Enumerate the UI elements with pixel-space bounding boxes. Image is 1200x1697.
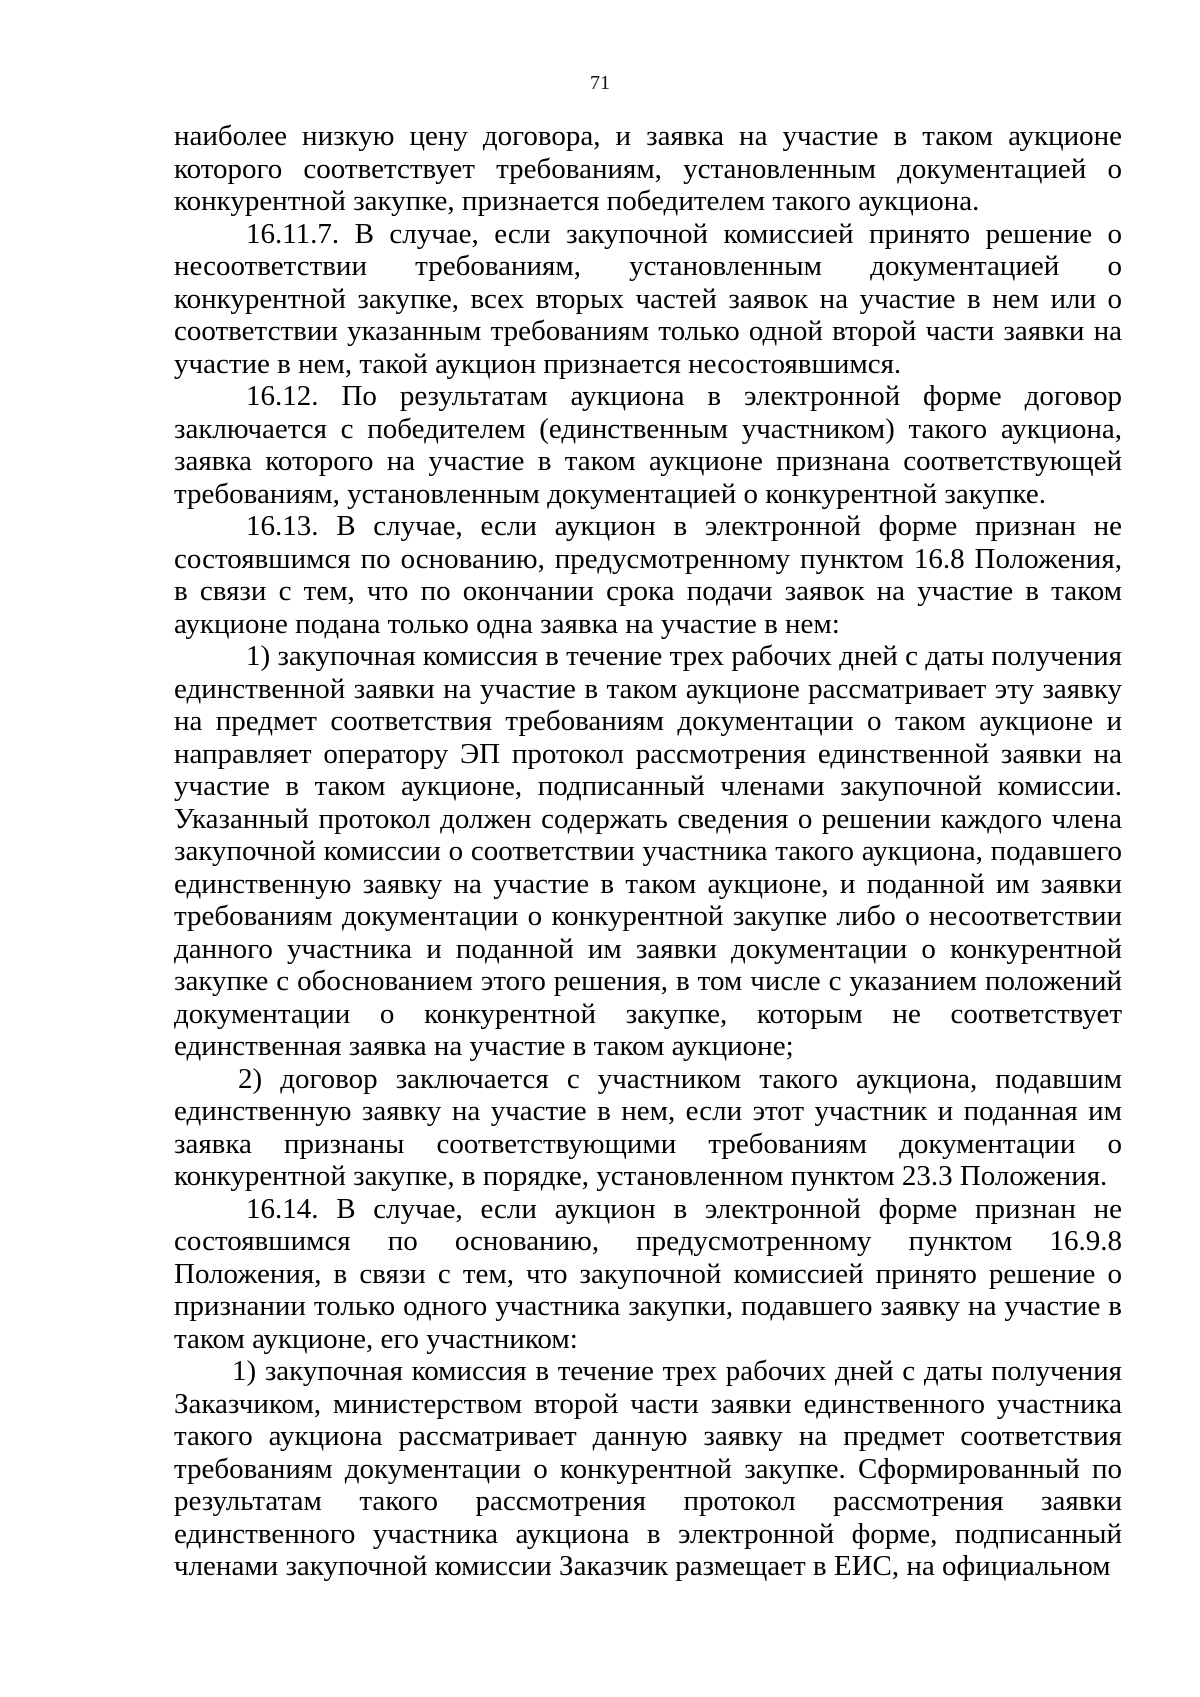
paragraph-16-11-7: 16.11.7. В случае, если закупочной комиссией принято решение о несоответствии требованиям, установленным документацией о конкурентной закупке, всех вторых частей заявок на участие в нем или о соответствии указанным требованиям только одной второй части заявки на участие в нем, такой аукцион признается несостоявшимся. — [174, 217, 1122, 380]
page-number: 71 — [590, 72, 610, 94]
paragraph-16-13-item-2: 2) договор заключается с участником такого аукциона, подавшим единственную заявку на участие в нем, если этот участник и поданная им заявка признаны соответствующими требованиям документации о конкурентной закупке, в порядке, установленном пунктом 23.3 Положения. — [174, 1062, 1122, 1192]
paragraph-16-14: 16.14. В случае, если аукцион в электронной форме признан не состоявшимся по основанию, предусмотренному пунктом 16.9.8 Положения, в связи с тем, что закупочной комиссией принято решение о признании только одного участника закупки, подавшего заявку на участие в таком аукционе, его участником: — [174, 1192, 1122, 1355]
paragraph-16-12: 16.12. По результатам аукциона в электронной форме договор заключается с победителем (единственным участником) такого аукциона, заявка которого на участие в таком аукционе признана соответствующей требованиям, установленным документацией о конкурентной закупке. — [174, 380, 1122, 510]
paragraph-16-13: 16.13. В случае, если аукцион в электронной форме признан не состоявшимся по основанию, предусмотренному пунктом 16.8 Положения, в связи с тем, что по окончании срока подачи заявок на участие в таком аукционе подана только одна заявка на участие в нем: — [174, 510, 1122, 640]
paragraph-16-14-item-1: 1) закупочная комиссия в течение трех рабочих дней с даты получения Заказчиком, министерством второй части заявки единственного участника такого аукциона рассматривает данную заявку на предмет соответствия требованиям документации о конкурентной закупке. Сформированный по результатам такого рассмотрения протокол рассмотрения заявки единственного участника аукциона в электронной форме, подписанный членами закупочной комиссии Заказчик размещает в ЕИС, на официальном — [174, 1355, 1122, 1582]
paragraph-continuation: наиболее низкую цену договора, и заявка на участие в таком аукционе которого соответствует требованиям, установленным документацией о конкурентной закупке, признается победителем такого аукциона. — [174, 120, 1122, 217]
document-body — [174, 120, 1122, 1583]
paragraph-16-13-item-1: 1) закупочная комиссия в течение трех рабочих дней с даты получения единственной заявки на участие в таком аукционе рассматривает эту заявку на предмет соответствия требованиям документации о таком аукционе и направляет оператору ЭП протокол рассмотрения единственной заявки на участие в таком аукционе, подписанный членами закупочной комиссии. Указанный протокол должен содержать сведения о решении каждого члена закупочной комиссии о соответствии участника такого аукциона, подавшего единственную заявку на участие в таком аукционе, и поданной им заявки требованиям документации о конкурентной закупке либо о несоответствии данного участника и поданной им заявки документации о конкурентной закупке с обоснованием этого решения, в том числе с указанием положений документации о конкурентной закупке, которым не соответствует единственная заявка на участие в таком аукционе; — [174, 640, 1122, 1062]
